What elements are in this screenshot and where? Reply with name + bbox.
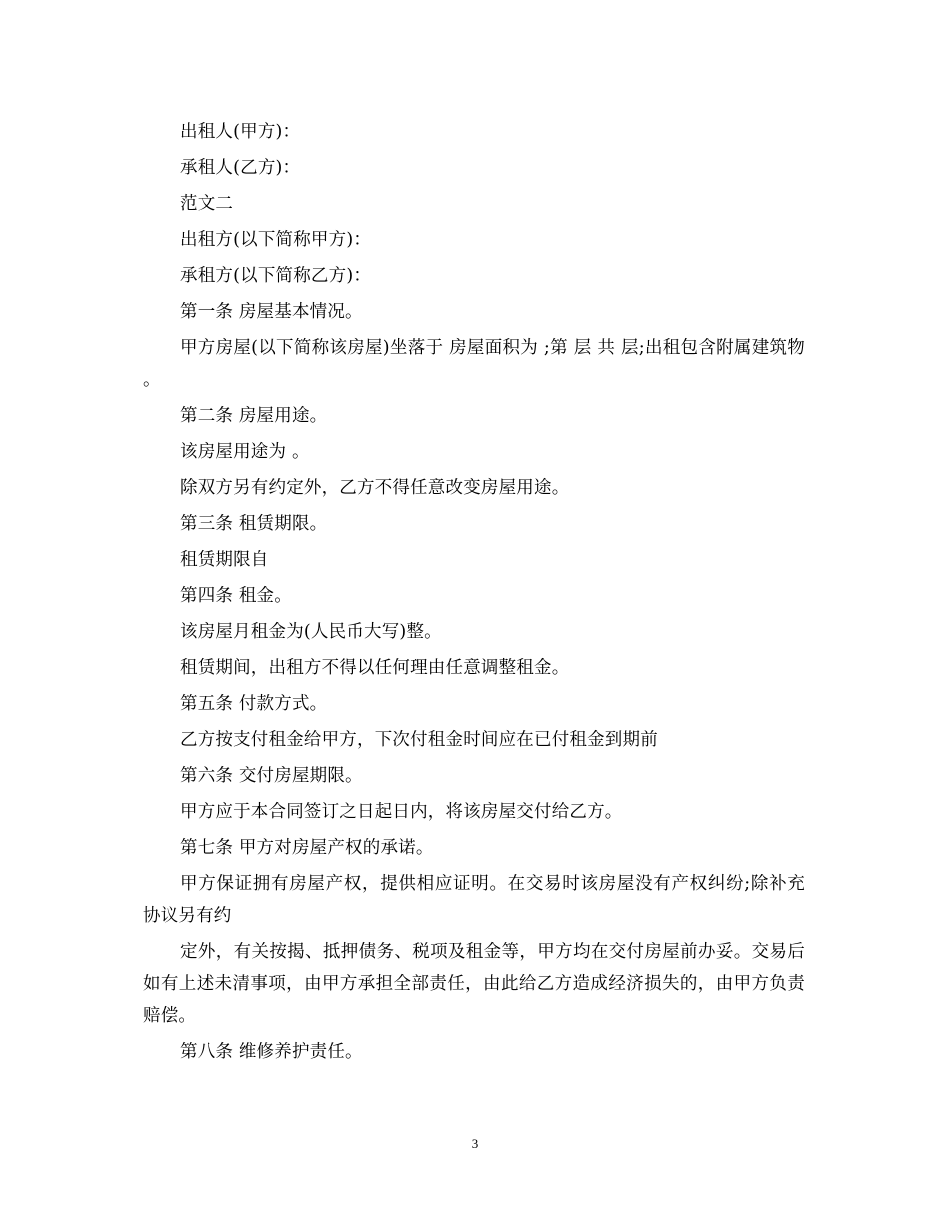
article-5-body: 乙方按支付租金给甲方，下次付租金时间应在已付租金到期前 [180,730,658,750]
paragraph-sample-two-heading: 范文二 [180,194,234,214]
article-5-heading: 第五条 付款方式。 [180,694,328,714]
article-4-heading: 第四条 租金。 [180,586,292,606]
article-8-heading: 第八条 维修养护责任。 [180,1042,363,1062]
article-6-heading: 第六条 交付房屋期限。 [180,766,363,786]
page-number: 3 [471,1136,479,1151]
paragraph-lessor-party: 出租方(以下简称甲方)： [180,230,372,250]
article-2-body-1: 该房屋用途为 。 [180,442,310,462]
article-3-heading: 第三条 租赁期限。 [180,514,328,534]
article-2-heading: 第二条 房屋用途。 [180,406,328,426]
document-body [143,116,805,1072]
paragraph-lessee-signature: 承租人(乙方)： [180,158,301,178]
article-1-body: 甲方房屋(以下简称该房屋)坐落于 房屋面积为 ;第 层 共 层;出租包含附属建筑物 。 [143,338,805,390]
article-6-body: 甲方应于本合同签订之日起日内，将该房屋交付给乙方。 [180,802,623,822]
paragraph-lessor-signature: 出租人(甲方)： [180,122,301,142]
article-7-body-1: 甲方保证拥有房屋产权，提供相应证明。在交易时该房屋没有产权纠纷;除补充协议另有约 [143,874,805,926]
article-4-body-2: 租赁期间，出租方不得以任何理由任意调整租金。 [180,658,570,678]
article-3-body: 租赁期限自 [180,550,269,570]
article-7-heading: 第七条 甲方对房屋产权的承诺。 [180,838,434,858]
article-7-body-2: 定外，有关按揭、抵押债务、税项及租金等，甲方均在交付房屋前办妥。交易后如有上述未清事项，由甲方承担全部责任，由此给乙方造成经济损失的，由甲方负责赔偿。 [143,942,805,1026]
paragraph-lessee-party: 承租方(以下简称乙方)： [180,266,372,286]
article-2-body-2: 除双方另有约定外，乙方不得任意改变房屋用途。 [180,478,570,498]
article-4-body-1: 该房屋月租金为(人民币大写)整。 [180,622,442,642]
article-1-heading: 第一条 房屋基本情况。 [180,302,363,322]
